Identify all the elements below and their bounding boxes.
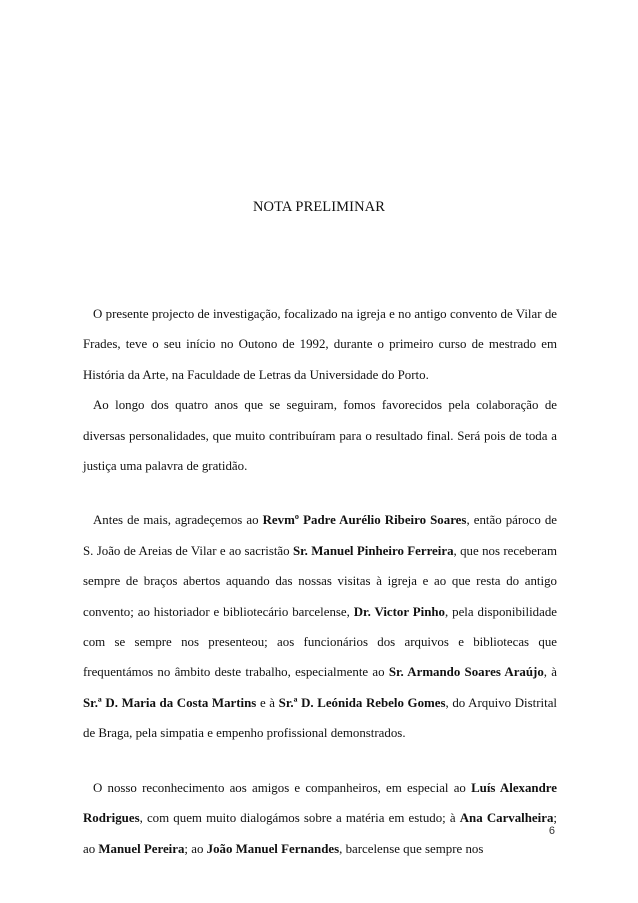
person-name: Revmº Padre Aurélio Ribeiro Soares bbox=[262, 513, 467, 528]
text-run: , com quem muito dialogámos sobre a matéria em estudo; à bbox=[139, 811, 460, 826]
text-run: e à bbox=[256, 695, 279, 710]
text-run: , à bbox=[543, 665, 557, 680]
paragraph-intro: O presente projecto de investigação, focalizado na igreja e no antigo convento de Vilar de Frades, teve o seu início no Outono de 1992, durante o primeiro curso de mestrado em História da Arte, na Faculdade de Letras da Universidade do Porto. bbox=[83, 307, 557, 382]
person-name: Sr. Armando Soares Araújo bbox=[388, 665, 544, 680]
body-section-1 bbox=[83, 299, 557, 864]
person-name: Luís Alexandre Rodrigues bbox=[83, 780, 557, 826]
text-run: O nosso reconhecimento aos amigos e companheiros, em especial ao bbox=[93, 780, 472, 795]
person-name: Sr. Manuel Pinheiro Ferreira bbox=[292, 543, 454, 558]
person-name: Dr. Victor Pinho bbox=[353, 604, 445, 619]
paragraph-collaboration: Ao longo dos quatro anos que se seguiram, fomos favorecidos pela colaboração de diversas personalidades, que muito contribuíram para o resultado final. Será pois de toda a justiça uma palavra de gratidão. bbox=[83, 398, 557, 474]
person-name: Sr.ª D. Maria da Costa Martins bbox=[83, 695, 257, 710]
page-title: NOTA PRELIMINAR bbox=[252, 199, 386, 215]
person-name: Manuel Pereira bbox=[98, 841, 185, 856]
text-run: , que nos receberam sempre de braços abertos aquando das nossas visitas à igreja e ao que resta do antigo convento; ao historiador e bibliotecário barcelense, bbox=[83, 543, 558, 619]
text-run: , barcelense que sempre nos bbox=[339, 841, 484, 856]
text-run: , pela disponibilidade com se sempre nos presenteou; aos funcionários dos arquivos e bibliotecas que frequentámos no âmbito deste trabalho, especialmente ao bbox=[83, 604, 557, 680]
text-run: ; ao bbox=[184, 841, 207, 856]
paragraph-acknowledgements bbox=[83, 773, 557, 864]
text-run: , então pároco de S. João de Areias de Vilar e ao sacristão bbox=[83, 513, 558, 558]
person-name: Sr.ª D. Leónida Rebelo Gomes bbox=[278, 695, 446, 710]
person-name: Ana Carvalheira bbox=[459, 811, 554, 826]
paragraph-thanks bbox=[83, 505, 557, 748]
page-number: 6 bbox=[548, 825, 555, 837]
person-name: João Manuel Fernandes bbox=[206, 841, 340, 856]
text-run: ; ao bbox=[83, 811, 557, 856]
text-run: Antes de mais, agradeçemos ao bbox=[93, 513, 263, 528]
text-run: , do Arquivo Distrital de Braga, pela simpatia e empenho profissional demonstrados. bbox=[83, 695, 557, 741]
